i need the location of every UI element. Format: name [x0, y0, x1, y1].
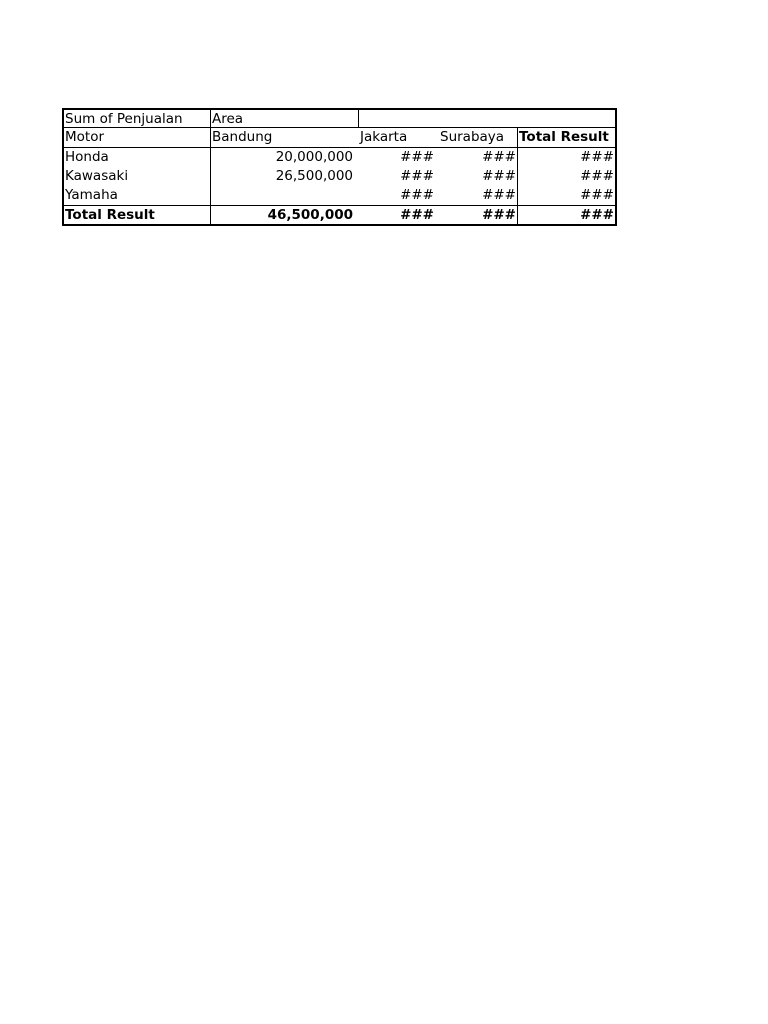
value-cell[interactable]: ### [482, 187, 516, 203]
row-field-label[interactable]: Motor [65, 129, 105, 145]
value-cell[interactable]: ### [400, 168, 434, 184]
column-header-bandung[interactable]: Bandung [212, 129, 273, 145]
row-label-kawasaki[interactable]: Kawasaki [65, 168, 129, 184]
column-header-surabaya[interactable]: Surabaya [440, 129, 505, 145]
value-cell[interactable] [211, 186, 357, 205]
value-cell[interactable]: ### [400, 187, 434, 203]
corner-label[interactable]: Sum of Penjualan [65, 111, 183, 127]
value-cell[interactable]: ### [580, 149, 614, 165]
value-cell[interactable]: 20,000,000 [275, 149, 353, 165]
value-cell[interactable]: 26,500,000 [275, 168, 353, 184]
column-field-label[interactable]: Area [212, 111, 244, 127]
value-cell[interactable]: ### [580, 187, 614, 203]
total-value-cell[interactable]: 46,500,000 [267, 207, 353, 223]
column-header-jakarta[interactable]: Jakarta [360, 129, 408, 145]
column-header-total[interactable]: Total Result [519, 129, 609, 145]
total-value-cell[interactable]: ### [580, 207, 614, 223]
value-cell[interactable]: ### [580, 168, 614, 184]
row-label-honda[interactable]: Honda [65, 149, 109, 165]
total-value-cell[interactable]: ### [400, 207, 434, 223]
value-cell[interactable]: ### [400, 149, 434, 165]
row-label-yamaha[interactable]: Yamaha [65, 187, 118, 203]
total-value-cell[interactable]: ### [482, 207, 516, 223]
total-row-label[interactable]: Total Result [65, 207, 155, 223]
pivot-table [62, 108, 617, 226]
grid-line [358, 110, 359, 128]
value-cell[interactable]: ### [482, 168, 516, 184]
value-cell[interactable]: ### [482, 149, 516, 165]
